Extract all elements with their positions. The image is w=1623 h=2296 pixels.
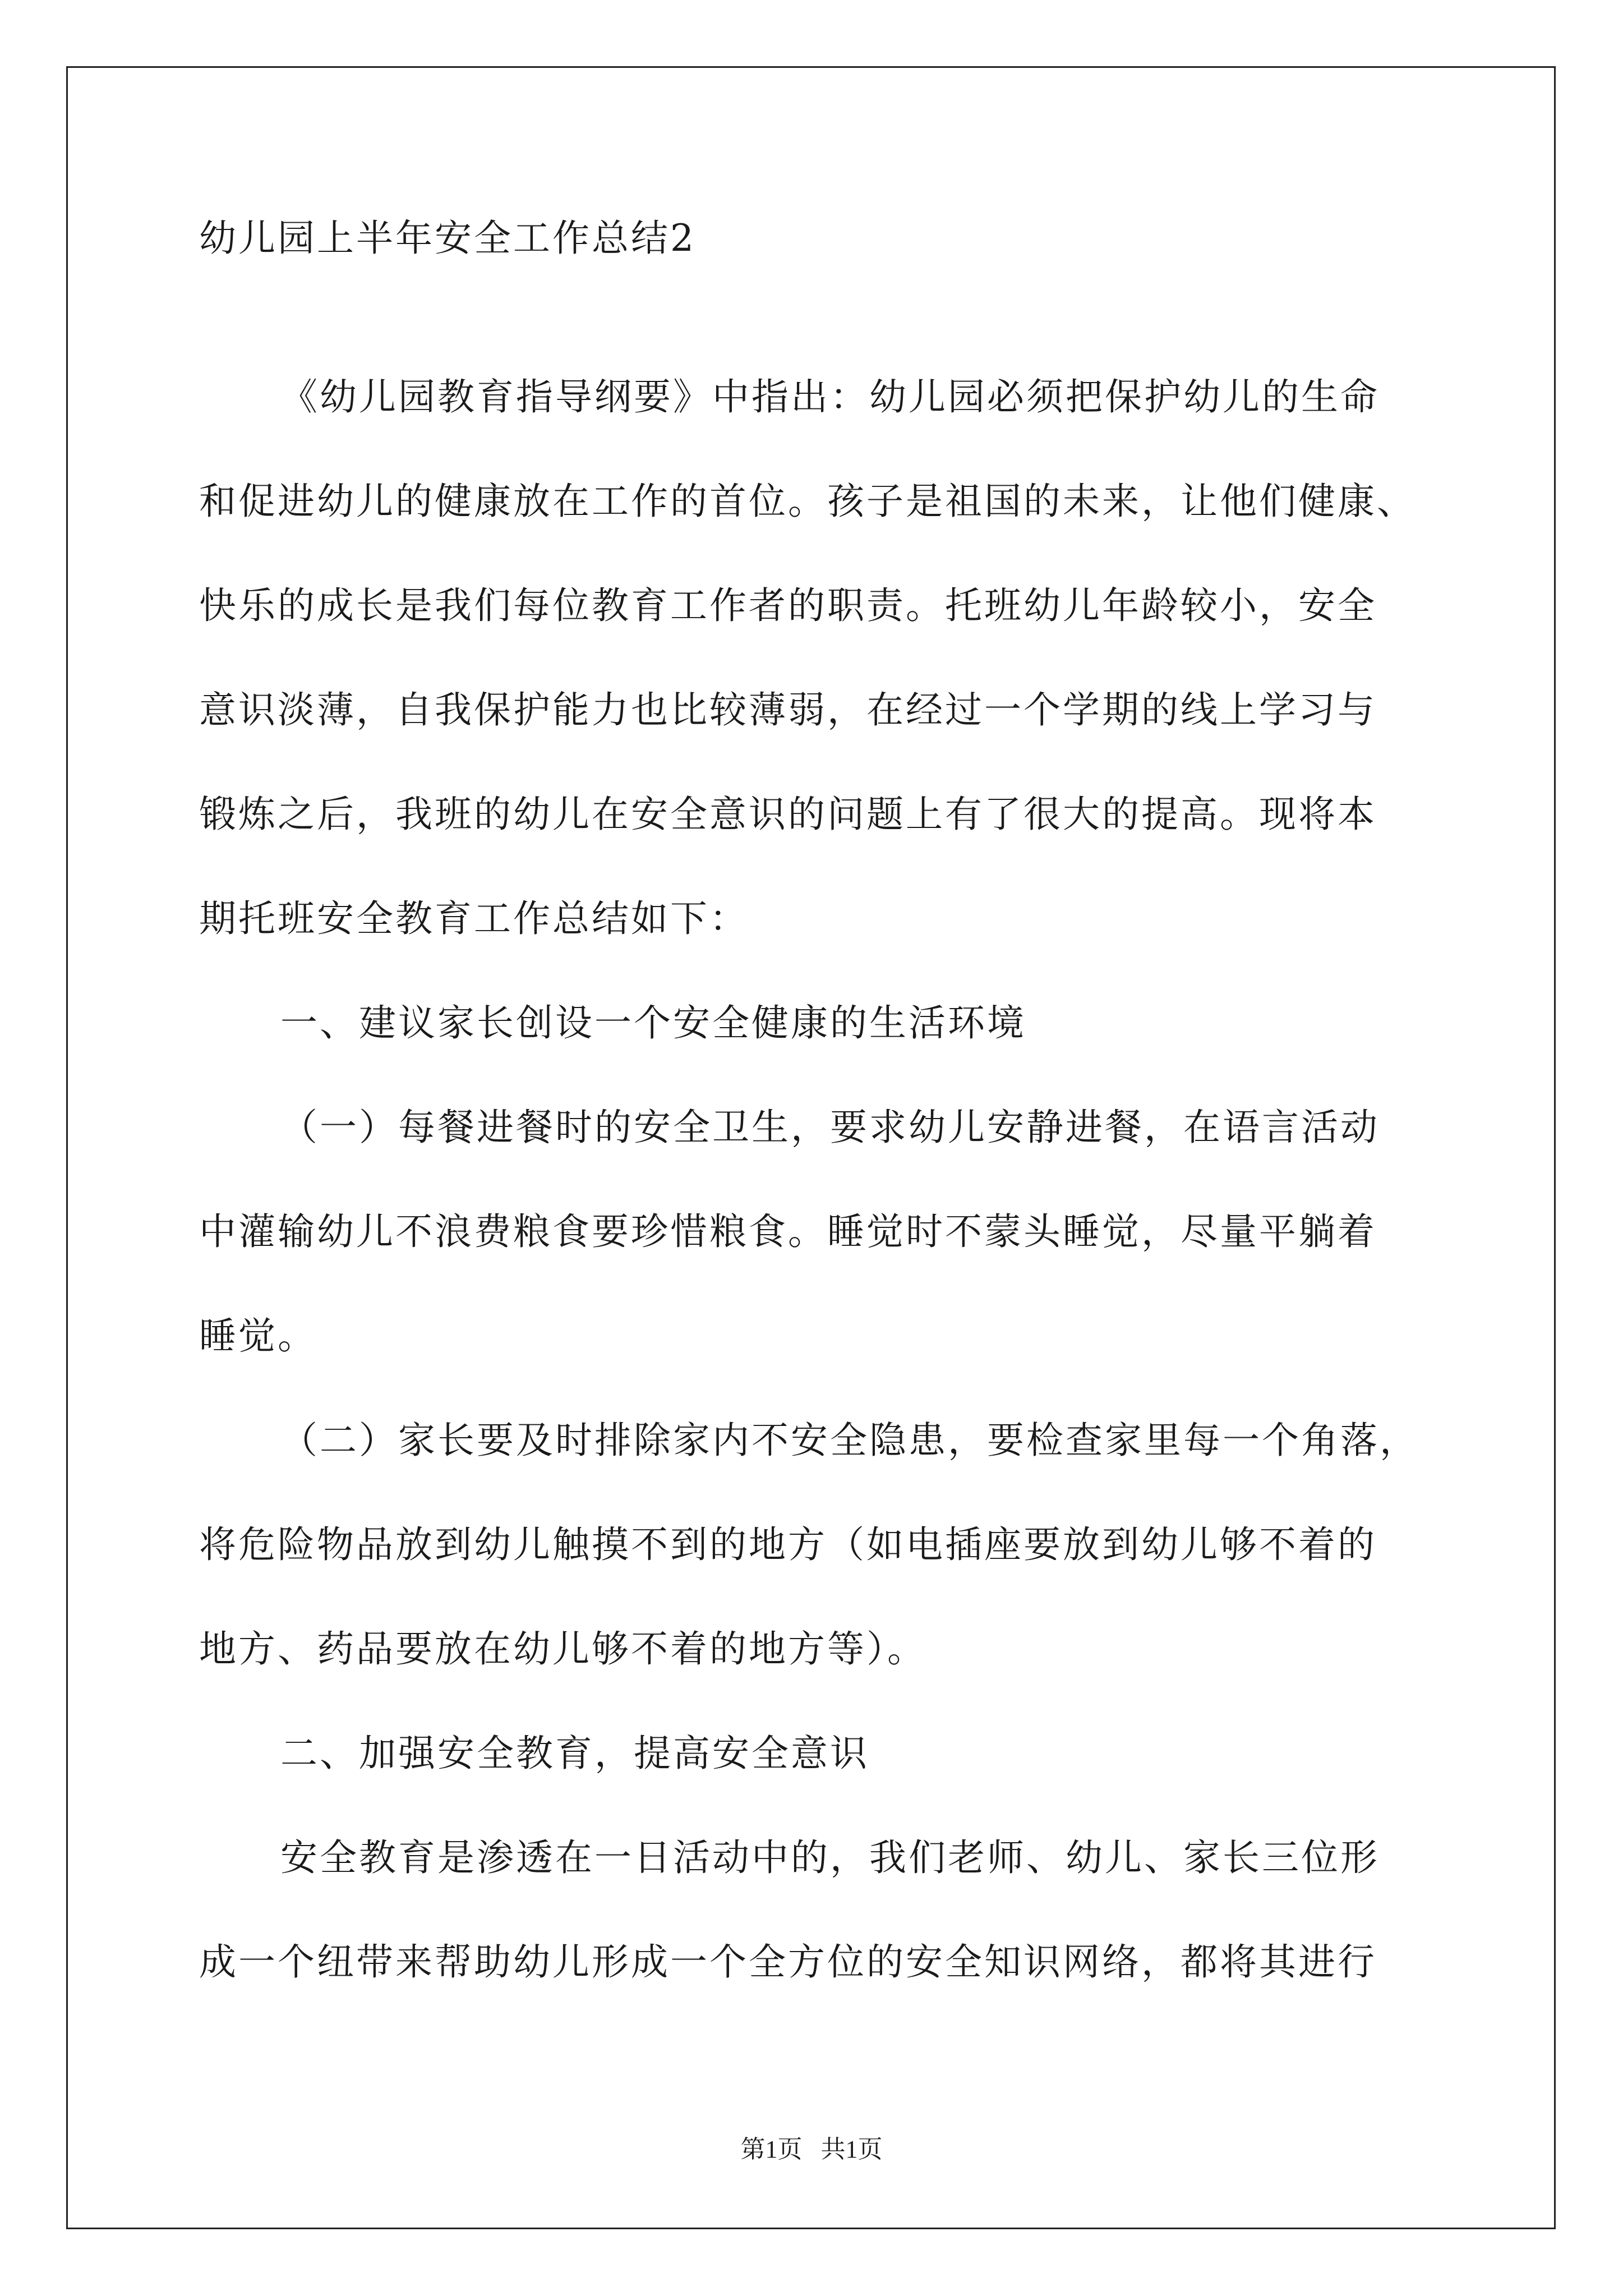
document-title: 幼儿园上半年安全工作总结2 [199, 217, 696, 260]
paragraph-line: 和促进幼儿的健康放在工作的首位。孩子是祖国的未来，让他们健康、 [199, 480, 1416, 523]
section-heading: 二、加强安全教育，提高安全意识 [280, 1732, 869, 1775]
section-heading: 一、建议家长创设一个安全健康的生活环境 [280, 1001, 1026, 1045]
paragraph-line: 《幼儿园教育指导纲要》中指出：幼儿园必须把保护幼儿的生命 [280, 375, 1380, 418]
paragraph-line: 意识淡薄，自我保护能力也比较薄弱，在经过一个学期的线上学习与 [199, 688, 1377, 731]
paragraph-line: 地方、药品要放在幼儿够不着的地方等）。 [199, 1627, 926, 1671]
page-number: 第1页 共1页 [740, 2136, 883, 2163]
paragraph-line: （二）家长要及时排除家内不安全隐患，要检查家里每一个角落， [280, 1419, 1419, 1462]
paragraph-line: 锻炼之后，我班的幼儿在安全意识的问题上有了很大的提高。现将本 [199, 793, 1377, 836]
document-body [199, 213, 1427, 2014]
paragraph-line: 快乐的成长是我们每位教育工作者的职责。托班幼儿年龄较小，安全 [199, 584, 1377, 627]
paragraph-line: （一）每餐进餐时的安全卫生，要求幼儿安静进餐，在语言活动 [280, 1106, 1380, 1149]
paragraph-line: 成一个纽带来帮助幼儿形成一个全方位的安全知识网络，都将其进行 [199, 1940, 1377, 1984]
paragraph-line: 中灌输幼儿不浪费粮食要珍惜粮食。睡觉时不蒙头睡觉，尽量平躺着 [199, 1210, 1377, 1253]
paragraph-line: 期托班安全教育工作总结如下： [199, 897, 749, 940]
paragraph-line: 将危险物品放到幼儿触摸不到的地方（如电插座要放到幼儿够不着的 [199, 1523, 1377, 1566]
paragraph-line: 睡觉。 [199, 1314, 317, 1358]
paragraph-line: 安全教育是渗透在一日活动中的，我们老师、幼儿、家长三位形 [280, 1836, 1380, 1879]
